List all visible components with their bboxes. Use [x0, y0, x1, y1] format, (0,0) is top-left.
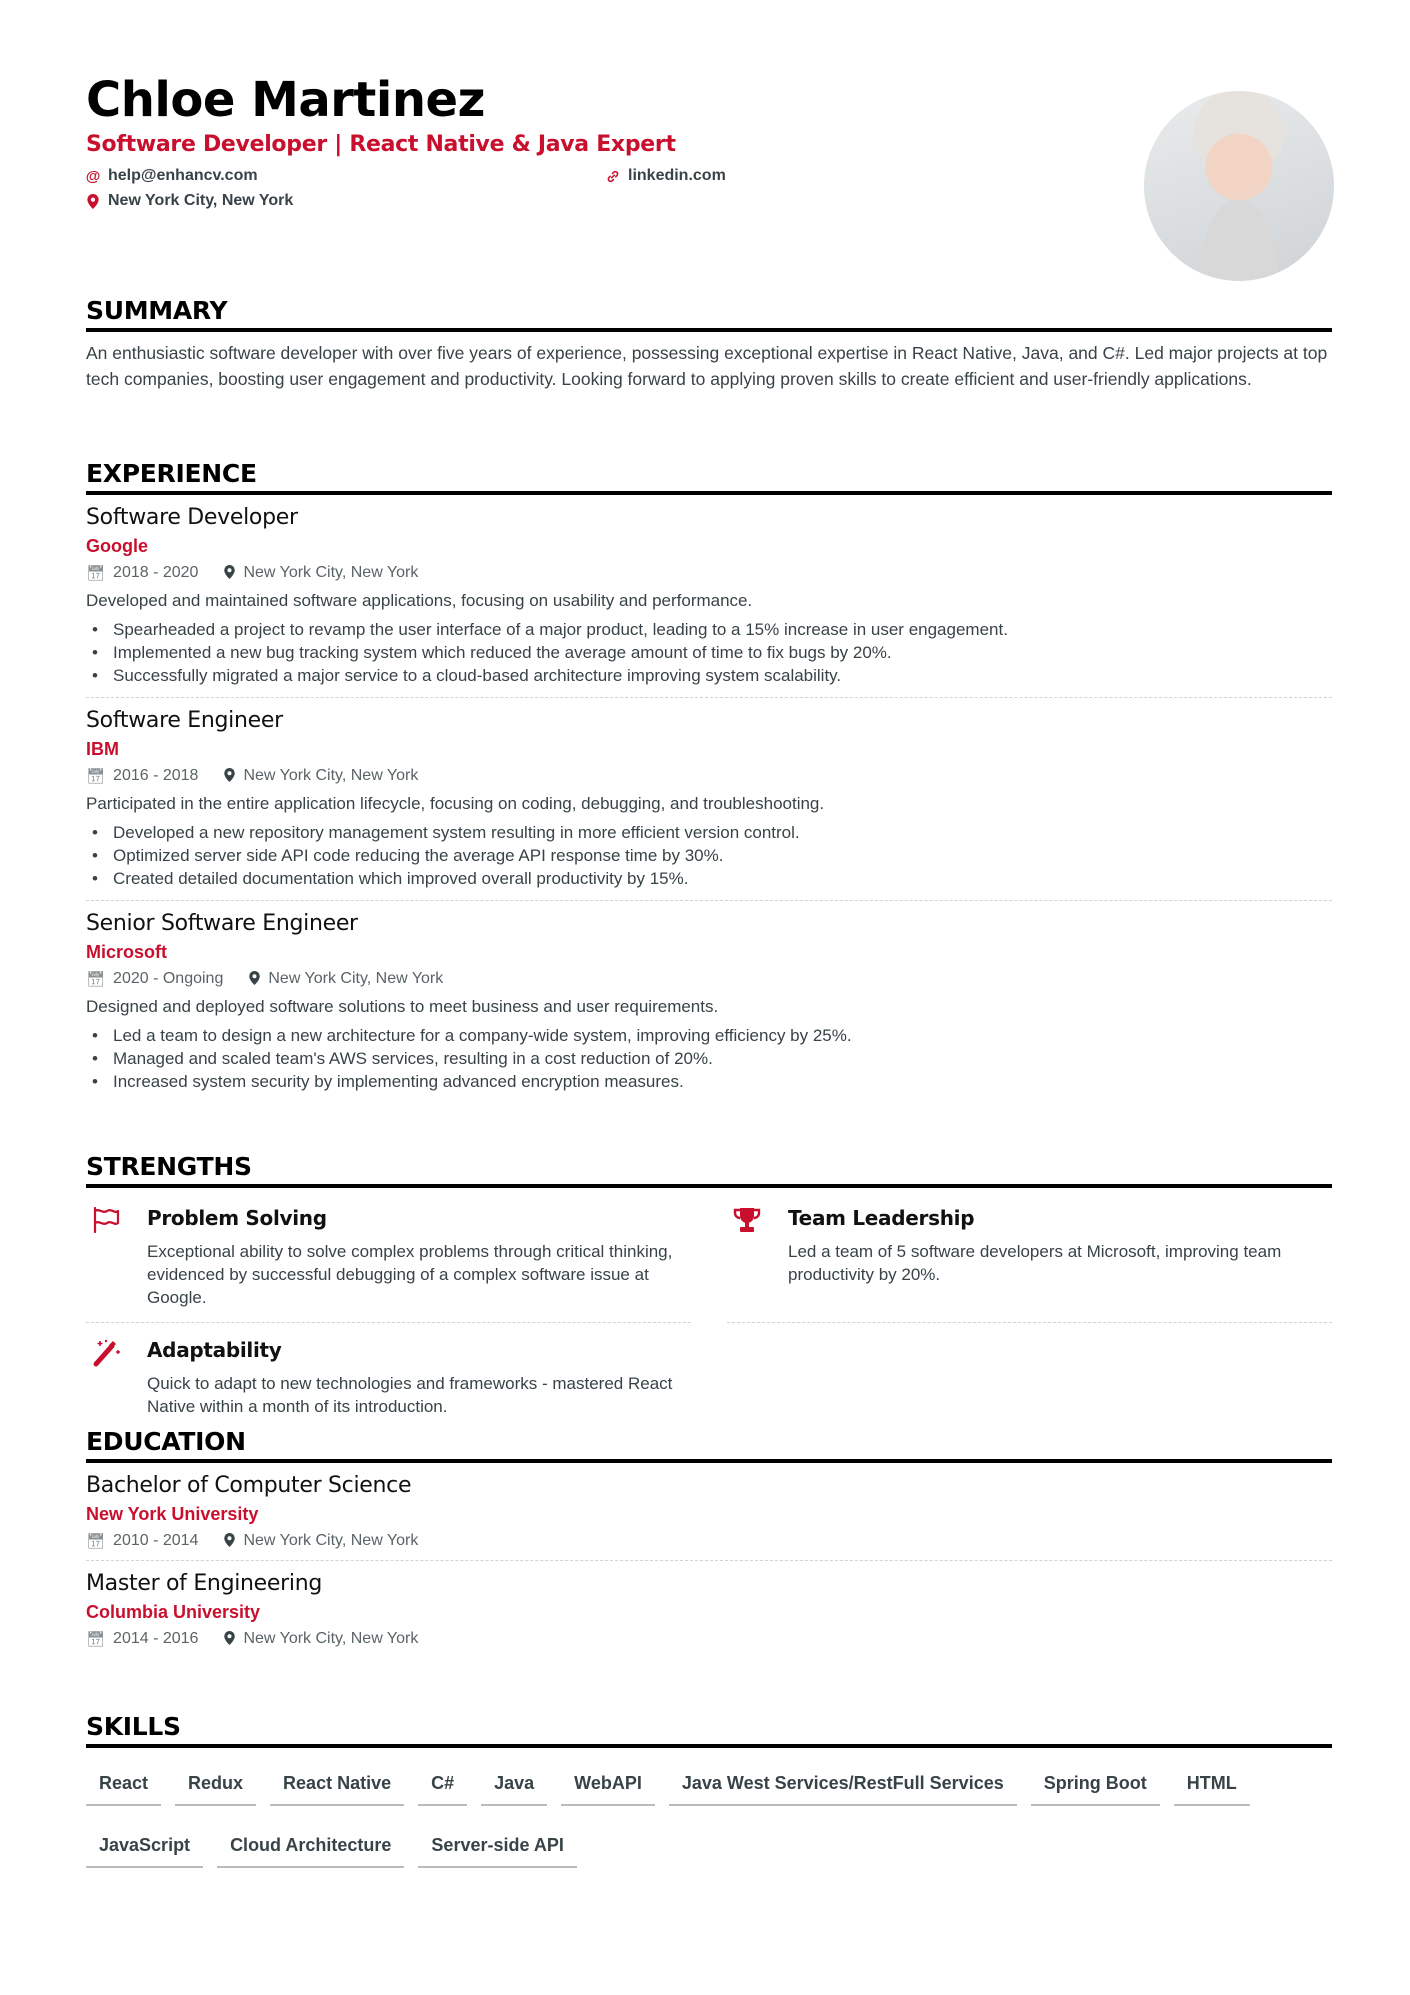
date-range: 📅︎ 2016 - 2018 — [86, 767, 199, 785]
strength-title: Problem Solving — [147, 1206, 327, 1230]
school-location: New York City, New York — [224, 1532, 418, 1550]
experience-section — [86, 459, 1332, 1093]
education-heading: EDUCATION — [86, 1427, 1332, 1463]
link-icon — [606, 169, 620, 184]
bullet-item: • Spearheaded a project to revamp the user interface of a major product, leading to a 15% increase in user engagement. — [86, 618, 1332, 641]
school-location: New York City, New York — [224, 1630, 418, 1648]
linkedin-text: linkedin.com — [628, 167, 726, 184]
school-name: Columbia University — [86, 1602, 261, 1622]
job-title: Software Engineer — [86, 708, 283, 733]
job-bullets — [86, 618, 1332, 687]
job-title: Software Developer — [86, 505, 298, 530]
candidate-headline: Software Developer | React Native & Java Expert — [86, 132, 676, 157]
date-range: 📅︎ 2018 - 2020 — [86, 564, 199, 582]
map-pin-icon — [224, 565, 235, 582]
candidate-name: Chloe Martinez — [86, 72, 485, 128]
skill-tag: Java — [481, 1762, 547, 1806]
summary-section — [86, 296, 1332, 392]
skills-section — [86, 1712, 1332, 1886]
bullet-item: • Managed and scaled team's AWS services, resulting in a cost reduction of 20%. — [86, 1047, 1332, 1070]
experience-entry — [86, 505, 1332, 698]
bullet-item: • Increased system security by implementing advanced encryption measures. — [86, 1070, 1332, 1093]
strength-description: Led a team of 5 software developers at Microsoft, improving team productivity by 20%. — [788, 1242, 1282, 1284]
trophy-icon — [733, 1206, 763, 1234]
skill-tag: C# — [418, 1762, 467, 1806]
summary-heading: SUMMARY — [86, 296, 1332, 332]
strengths-grid — [86, 1188, 1332, 1416]
skill-tag: JavaScript — [86, 1824, 203, 1868]
skill-tag: React Native — [270, 1762, 404, 1806]
at-icon: @ — [85, 167, 101, 185]
skill-tag: Spring Boot — [1031, 1762, 1160, 1806]
strength-description: Exceptional ability to solve complex problems through critical thinking, evidenced by successful debugging of a complex software issue at Google. — [147, 1242, 673, 1307]
map-pin-icon — [86, 194, 100, 209]
contact-linkedin[interactable] — [606, 167, 726, 185]
skill-tag: Redux — [175, 1762, 256, 1806]
skill-tag: Java West Services/RestFull Services — [669, 1762, 1017, 1806]
calendar-icon: 📅︎ — [86, 1533, 106, 1550]
job-title: Senior Software Engineer — [86, 911, 358, 936]
summary-text: An enthusiastic software developer with over five years of experience, possessing exceptional expertise in React Native, Java, and C#. Led major projects at top tech companies, boosting user engagement and productivity. Looking forward to applying proven skills to create efficient and user-friendly applications. — [86, 343, 1328, 389]
calendar-icon: 📅︎ — [86, 565, 106, 582]
bullet-item: • Developed a new repository management system resulting in more efficient version control. — [86, 821, 1332, 844]
skill-tag: WebAPI — [561, 1762, 655, 1806]
map-pin-icon — [224, 1631, 235, 1648]
bullet-item: • Implemented a new bug tracking system which reduced the average amount of time to fix bugs by 20%. — [86, 641, 1332, 664]
job-description: Participated in the entire application lifecycle, focusing on coding, debugging, and troubleshooting. — [86, 794, 825, 813]
skill-tag: HTML — [1174, 1762, 1250, 1806]
job-bullets — [86, 821, 1332, 890]
skill-tag: React — [86, 1762, 161, 1806]
company-name: IBM — [86, 739, 119, 759]
strengths-heading: STRENGTHS — [86, 1152, 1332, 1188]
experience-heading: EXPERIENCE — [86, 459, 1332, 495]
degree-title: Bachelor of Computer Science — [86, 1473, 412, 1498]
strength-divider — [86, 1322, 691, 1323]
calendar-icon: 📅︎ — [86, 1631, 106, 1648]
education-entry — [86, 1473, 1332, 1561]
experience-entry — [86, 708, 1332, 901]
contact-location — [86, 192, 293, 210]
strength-title: Team Leadership — [788, 1206, 975, 1230]
job-location: New York City, New York — [224, 767, 418, 785]
bullet-item: • Created detailed documentation which improved overall productivity by 15%. — [86, 867, 1332, 890]
job-description: Developed and maintained software applications, focusing on usability and performance. — [86, 591, 753, 610]
entry-divider — [86, 697, 1332, 698]
job-description: Designed and deployed software solutions to meet business and user requirements. — [86, 997, 719, 1016]
job-bullets — [86, 1024, 1332, 1093]
job-meta — [86, 767, 1332, 785]
date-range: 📅︎ 2020 - Ongoing — [86, 970, 224, 988]
bullet-item: • Led a team to design a new architecture for a company-wide system, improving efficiency by 25%. — [86, 1024, 1332, 1047]
resume-header — [86, 0, 1332, 280]
entry-divider — [86, 1560, 1332, 1561]
date-range: 📅︎ 2010 - 2014 — [86, 1532, 199, 1550]
resume-page — [85, 0, 1332, 1855]
company-name: Microsoft — [86, 942, 167, 962]
job-meta — [86, 970, 1332, 988]
job-location: New York City, New York — [224, 564, 418, 582]
school-name: New York University — [86, 1504, 259, 1524]
bullet-item: • Optimized server side API code reducing the average API response time by 30%. — [86, 844, 1332, 867]
profile-photo — [1144, 91, 1334, 281]
skill-tag: Server-side API — [418, 1824, 576, 1868]
calendar-icon: 📅︎ — [86, 971, 106, 988]
skills-list — [86, 1748, 1332, 1886]
skills-heading: SKILLS — [86, 1712, 1332, 1748]
education-section — [86, 1427, 1332, 1648]
job-location: New York City, New York — [249, 970, 443, 988]
education-entry — [86, 1571, 1332, 1648]
entry-divider — [86, 900, 1332, 901]
location-text: New York City, New York — [108, 192, 294, 209]
bullet-item: • Successfully migrated a major service to a cloud-based architecture improving system scalability. — [86, 664, 1332, 687]
degree-title: Master of Engineering — [86, 1571, 323, 1596]
map-pin-icon — [249, 971, 260, 988]
map-pin-icon — [224, 768, 235, 785]
email-text: help@enhancv.com — [108, 167, 258, 184]
strength-title: Adaptability — [147, 1338, 282, 1362]
strength-divider — [727, 1322, 1332, 1323]
job-meta — [86, 564, 1332, 582]
date-range: 📅︎ 2014 - 2016 — [86, 1630, 199, 1648]
strengths-section — [86, 1152, 1332, 1416]
skill-tag: Cloud Architecture — [217, 1824, 404, 1868]
map-pin-icon — [224, 1533, 235, 1550]
flag-icon — [92, 1206, 122, 1234]
magic-wand-icon — [92, 1338, 122, 1366]
education-meta — [86, 1532, 1332, 1550]
education-meta — [86, 1630, 1332, 1648]
calendar-icon: 📅︎ — [86, 768, 106, 785]
contact-email[interactable] — [86, 167, 258, 185]
company-name: Google — [86, 536, 148, 556]
strength-description: Quick to adapt to new technologies and frameworks - mastered React Native within a month of its introduction. — [147, 1374, 673, 1416]
experience-entry — [86, 911, 1332, 1093]
